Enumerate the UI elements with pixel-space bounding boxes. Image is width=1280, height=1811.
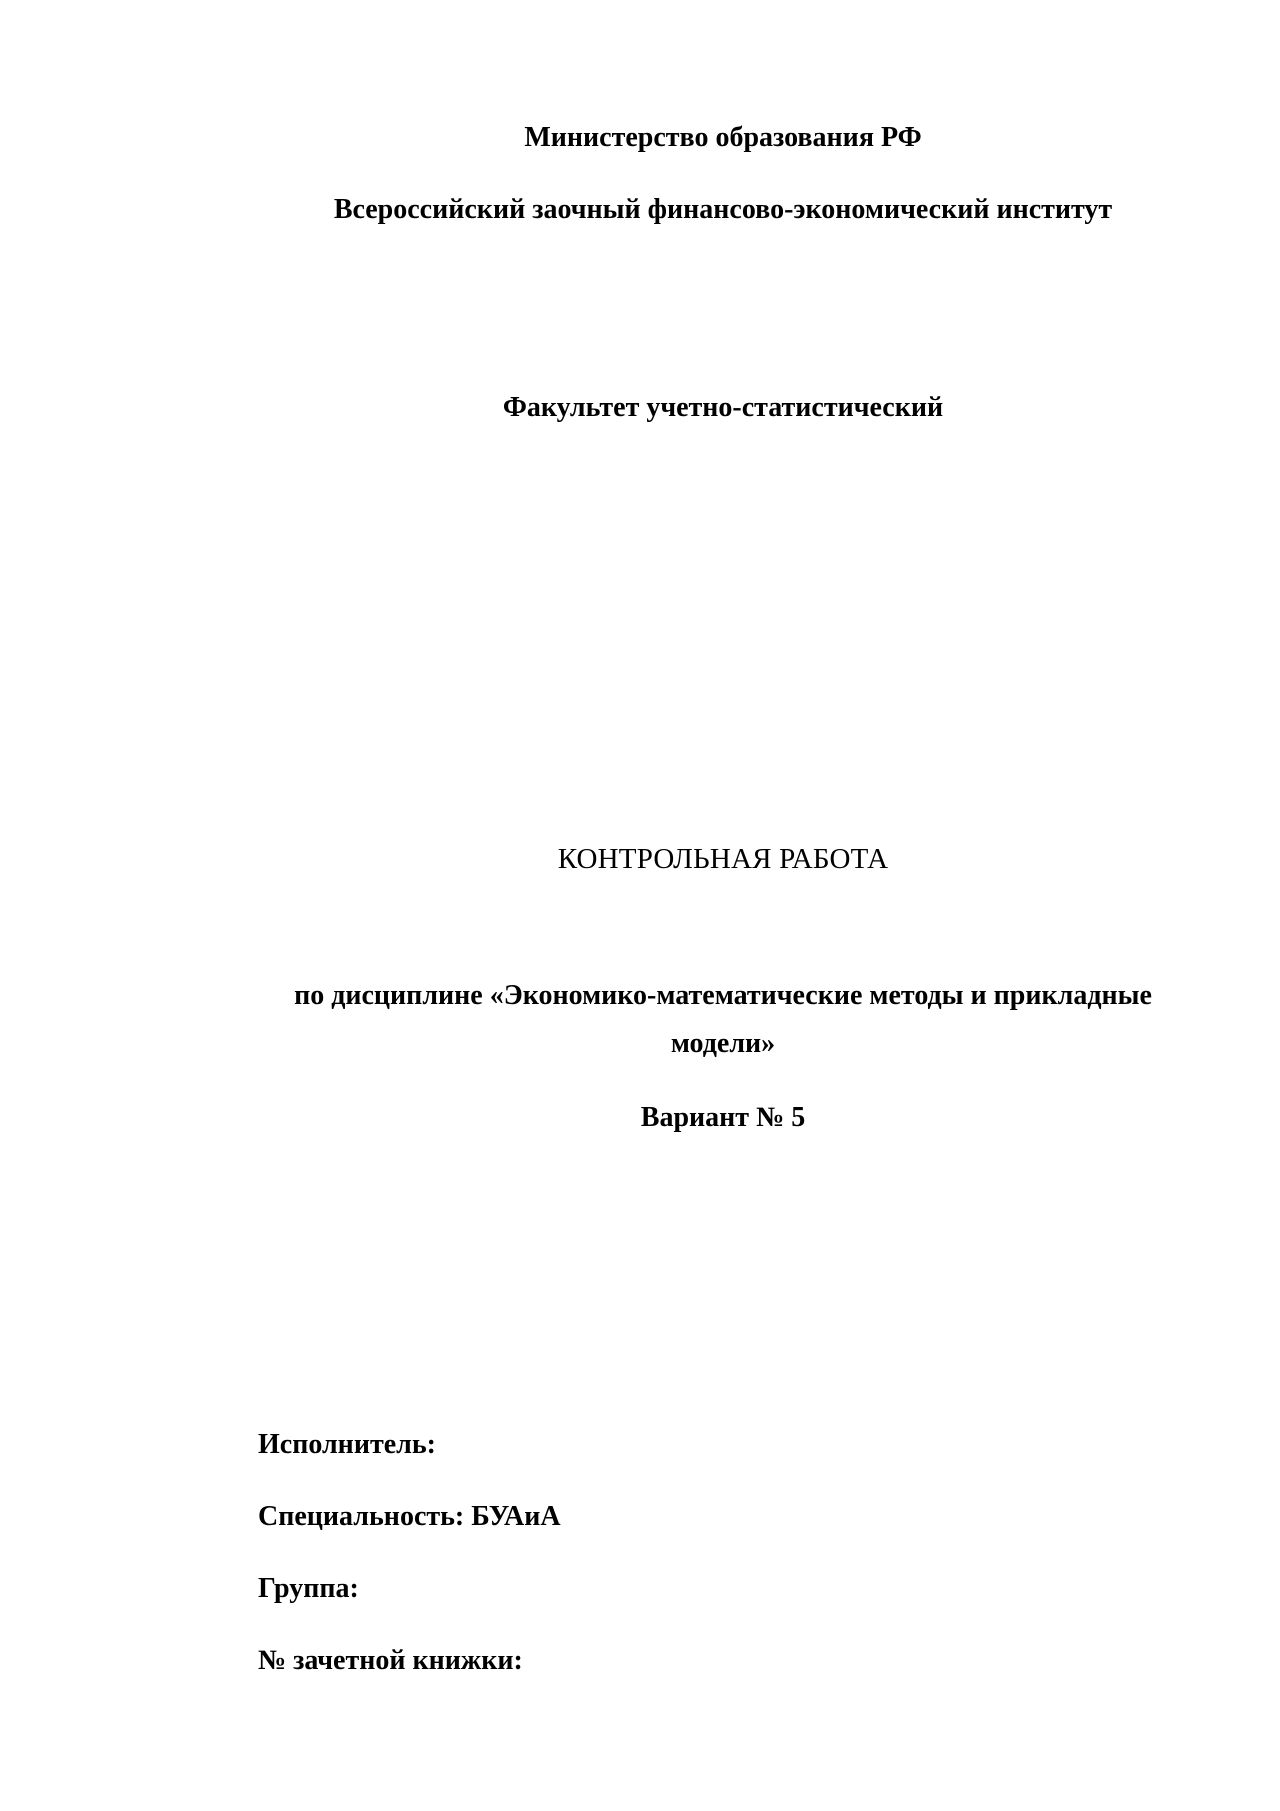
faculty-heading: Факультет учетно-статистический	[502, 392, 944, 423]
institute-heading: Всероссийский заочный финансово-экономический институт	[333, 194, 1113, 225]
discipline-line-2: модели»	[670, 1028, 776, 1059]
work-type-title: КОНТРОЛЬНАЯ РАБОТА	[557, 843, 889, 875]
group-label: Группа:	[258, 1573, 359, 1604]
executor-label: Исполнитель:	[258, 1429, 436, 1460]
variant-label: Вариант № 5	[640, 1102, 806, 1133]
record-book-label: № зачетной книжки:	[258, 1645, 523, 1676]
ministry-heading: Министерство образования РФ	[524, 122, 922, 153]
discipline-line-1: по дисциплине «Экономико-математические методы и прикладные	[294, 980, 1152, 1011]
specialty-label: Специальность: БУАиА	[258, 1501, 561, 1532]
